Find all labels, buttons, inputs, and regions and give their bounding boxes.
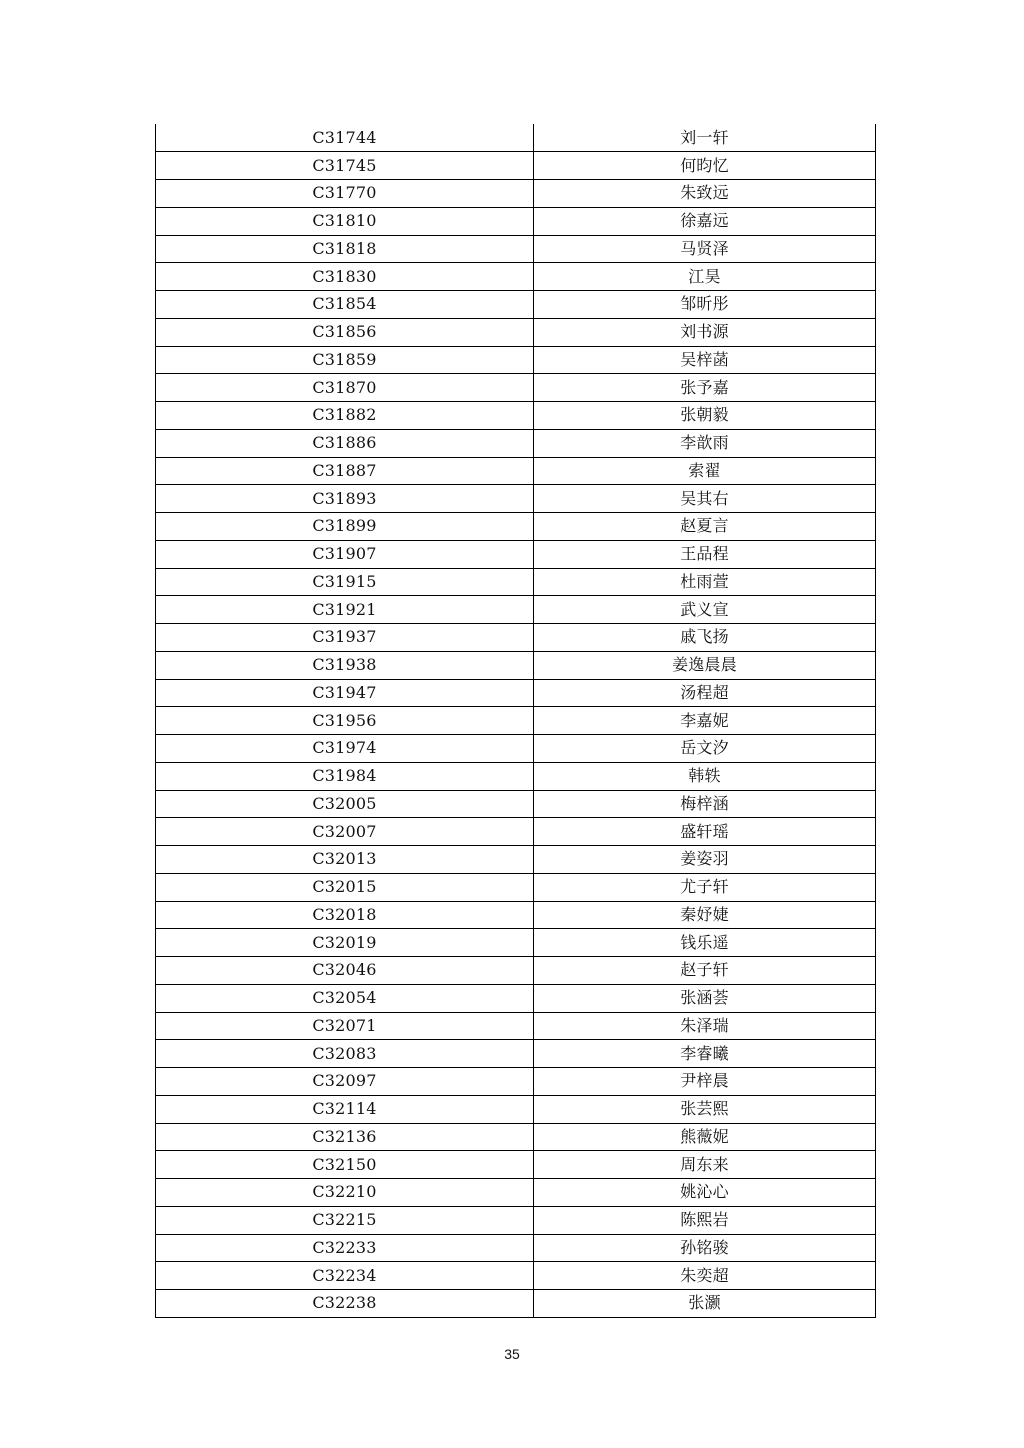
table-row (156, 1151, 876, 1179)
candidate-name-cell: 张涵荟 (534, 984, 876, 1012)
table-row (156, 1206, 876, 1234)
candidate-id-cell: C31938 (156, 651, 534, 679)
candidate-id-cell: C31937 (156, 624, 534, 652)
table-row (156, 1012, 876, 1040)
candidate-id-cell: C32071 (156, 1012, 534, 1040)
candidate-id-cell: C31810 (156, 207, 534, 235)
table-row (156, 929, 876, 957)
candidate-name-cell: 汤程超 (534, 679, 876, 707)
candidate-id-cell: C31893 (156, 485, 534, 513)
candidate-id-cell: C31947 (156, 679, 534, 707)
candidate-name-cell: 梅梓涵 (534, 790, 876, 818)
candidate-name-cell: 刘书源 (534, 318, 876, 346)
table-row (156, 207, 876, 235)
table-row (156, 873, 876, 901)
candidate-id-cell: C31818 (156, 235, 534, 263)
candidate-name-cell: 盛轩瑶 (534, 818, 876, 846)
candidate-id-cell: C31882 (156, 402, 534, 430)
table-row (156, 540, 876, 568)
candidate-name-cell: 周东来 (534, 1151, 876, 1179)
table-row (156, 707, 876, 735)
table-row (156, 762, 876, 790)
candidate-id-cell: C32007 (156, 818, 534, 846)
roster-table-body (156, 124, 876, 1317)
candidate-id-cell: C31854 (156, 291, 534, 319)
candidate-name-cell: 杜雨萱 (534, 568, 876, 596)
candidate-id-cell: C32083 (156, 1040, 534, 1068)
candidate-name-cell: 戚飞扬 (534, 624, 876, 652)
candidate-id-cell: C31899 (156, 513, 534, 541)
table-row (156, 568, 876, 596)
candidate-id-cell: C31886 (156, 429, 534, 457)
candidate-id-cell: C32233 (156, 1234, 534, 1262)
candidate-name-cell: 姜姿羽 (534, 846, 876, 874)
table-row (156, 846, 876, 874)
candidate-name-cell: 朱奕超 (534, 1262, 876, 1290)
table-row (156, 1123, 876, 1151)
candidate-id-cell: C32215 (156, 1206, 534, 1234)
table-row (156, 1068, 876, 1096)
table-row (156, 346, 876, 374)
candidate-name-cell: 张灏 (534, 1290, 876, 1318)
candidate-id-cell: C31830 (156, 263, 534, 291)
table-row (156, 984, 876, 1012)
table-row (156, 124, 876, 152)
table-row (156, 624, 876, 652)
candidate-id-cell: C31956 (156, 707, 534, 735)
table-row (156, 402, 876, 430)
table-row (156, 180, 876, 208)
candidate-id-cell: C32015 (156, 873, 534, 901)
candidate-name-cell: 韩轶 (534, 762, 876, 790)
candidate-name-cell: 姜逸晨晨 (534, 651, 876, 679)
candidate-id-cell: C32013 (156, 846, 534, 874)
table-row (156, 513, 876, 541)
candidate-id-cell: C31921 (156, 596, 534, 624)
table-row (156, 374, 876, 402)
candidate-name-cell: 李嘉妮 (534, 707, 876, 735)
candidate-id-cell: C32046 (156, 957, 534, 985)
candidate-name-cell: 索翟 (534, 457, 876, 485)
candidate-id-cell: C32097 (156, 1068, 534, 1096)
candidate-name-cell: 尹梓晨 (534, 1068, 876, 1096)
candidate-id-cell: C31915 (156, 568, 534, 596)
table-row (156, 1179, 876, 1207)
table-row (156, 291, 876, 319)
candidate-name-cell: 王品程 (534, 540, 876, 568)
candidate-name-cell: 徐嘉远 (534, 207, 876, 235)
candidate-name-cell: 赵子轩 (534, 957, 876, 985)
candidate-name-cell: 张芸熙 (534, 1095, 876, 1123)
candidate-name-cell: 吴梓菡 (534, 346, 876, 374)
table-row (156, 485, 876, 513)
candidate-id-cell: C31745 (156, 152, 534, 180)
table-row (156, 818, 876, 846)
candidate-id-cell: C31974 (156, 735, 534, 763)
table-row (156, 235, 876, 263)
candidate-id-cell: C32234 (156, 1262, 534, 1290)
candidate-name-cell: 钱乐遥 (534, 929, 876, 957)
table-row (156, 735, 876, 763)
candidate-id-cell: C31859 (156, 346, 534, 374)
table-row (156, 901, 876, 929)
table-row (156, 651, 876, 679)
candidate-name-cell: 朱致远 (534, 180, 876, 208)
table-row (156, 152, 876, 180)
candidate-name-cell: 朱泽瑞 (534, 1012, 876, 1040)
candidate-name-cell: 吴其右 (534, 485, 876, 513)
candidate-name-cell: 熊薇妮 (534, 1123, 876, 1151)
candidate-name-cell: 邹昕彤 (534, 291, 876, 319)
candidate-name-cell: 李睿曦 (534, 1040, 876, 1068)
candidate-id-cell: C32054 (156, 984, 534, 1012)
table-row (156, 679, 876, 707)
candidate-id-cell: C32210 (156, 1179, 534, 1207)
candidate-name-cell: 刘一轩 (534, 124, 876, 152)
table-row (156, 1040, 876, 1068)
candidate-id-cell: C31870 (156, 374, 534, 402)
page-number: 35 (504, 1346, 520, 1362)
candidate-name-cell: 张朝毅 (534, 402, 876, 430)
candidate-id-cell: C31744 (156, 124, 534, 152)
table-row (156, 1262, 876, 1290)
candidate-name-cell: 尤子轩 (534, 873, 876, 901)
candidate-id-cell: C31887 (156, 457, 534, 485)
candidate-name-cell: 陈熙岩 (534, 1206, 876, 1234)
table-row (156, 1095, 876, 1123)
candidate-name-cell: 姚沁心 (534, 1179, 876, 1207)
candidate-id-cell: C31856 (156, 318, 534, 346)
table-row (156, 596, 876, 624)
candidate-name-cell: 张予嘉 (534, 374, 876, 402)
table-row (156, 457, 876, 485)
table-row (156, 263, 876, 291)
candidate-id-cell: C31984 (156, 762, 534, 790)
candidate-name-cell: 马贤泽 (534, 235, 876, 263)
table-row (156, 790, 876, 818)
candidate-id-cell: C32019 (156, 929, 534, 957)
candidate-name-cell: 江昊 (534, 263, 876, 291)
candidate-name-cell: 秦妤婕 (534, 901, 876, 929)
candidate-id-cell: C32150 (156, 1151, 534, 1179)
roster-table (155, 124, 876, 1318)
candidate-name-cell: 孙铭骏 (534, 1234, 876, 1262)
candidate-name-cell: 武义宣 (534, 596, 876, 624)
table-row (156, 429, 876, 457)
candidate-name-cell: 岳文汐 (534, 735, 876, 763)
table-row (156, 318, 876, 346)
candidate-id-cell: C32018 (156, 901, 534, 929)
table-row (156, 1234, 876, 1262)
candidate-id-cell: C32005 (156, 790, 534, 818)
candidate-id-cell: C32136 (156, 1123, 534, 1151)
table-row (156, 957, 876, 985)
candidate-name-cell: 赵夏言 (534, 513, 876, 541)
candidate-id-cell: C31907 (156, 540, 534, 568)
candidate-id-cell: C31770 (156, 180, 534, 208)
candidate-id-cell: C32114 (156, 1095, 534, 1123)
table-row (156, 1290, 876, 1318)
candidate-id-cell: C32238 (156, 1290, 534, 1318)
candidate-name-cell: 李歆雨 (534, 429, 876, 457)
candidate-name-cell: 何昀忆 (534, 152, 876, 180)
